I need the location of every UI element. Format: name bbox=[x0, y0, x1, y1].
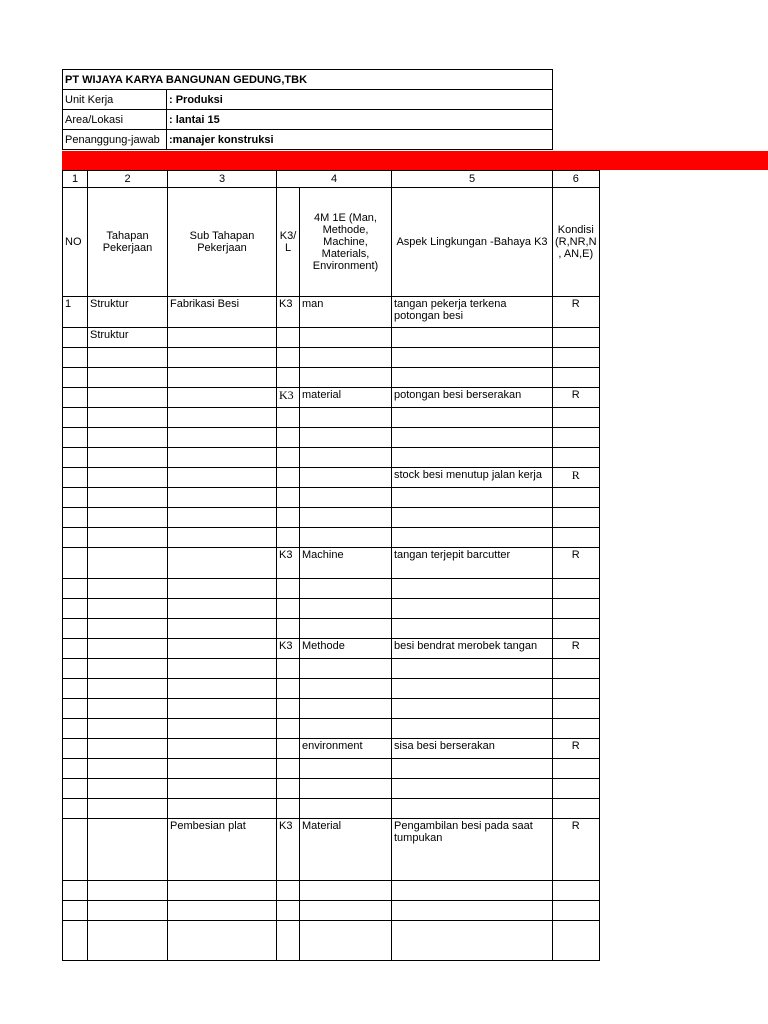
row-aspek bbox=[392, 508, 553, 528]
row-k3l bbox=[277, 599, 300, 619]
row-sub-tahapan: Pembesian plat bbox=[168, 819, 277, 881]
row-4m1e bbox=[300, 508, 392, 528]
header-k3l: K3/ L bbox=[277, 188, 300, 297]
row-aspek bbox=[392, 488, 553, 508]
table-row bbox=[63, 921, 600, 961]
row-no bbox=[63, 759, 88, 779]
row-kondisi bbox=[553, 368, 600, 388]
row-tahapan bbox=[88, 639, 168, 659]
row-kondisi bbox=[553, 428, 600, 448]
table-row bbox=[63, 488, 600, 508]
row-sub-tahapan bbox=[168, 881, 277, 901]
row-k3l bbox=[277, 779, 300, 799]
row-aspek bbox=[392, 699, 553, 719]
table-row bbox=[63, 579, 600, 599]
row-aspek bbox=[392, 779, 553, 799]
row-aspek bbox=[392, 428, 553, 448]
row-no bbox=[63, 548, 88, 579]
header-kondisi: Kondisi (R,NR,N , AN,E) bbox=[553, 188, 600, 297]
col-number: 3 bbox=[168, 171, 277, 188]
row-aspek bbox=[392, 901, 553, 921]
row-aspek bbox=[392, 799, 553, 819]
row-aspek bbox=[392, 881, 553, 901]
row-4m1e: environment bbox=[300, 739, 392, 759]
header-4m1e: 4M 1E (Man, Methode, Machine, Materials, Environment) bbox=[300, 188, 392, 297]
row-aspek bbox=[392, 448, 553, 468]
row-aspek: tangan terjepit barcutter bbox=[392, 548, 553, 579]
row-kondisi bbox=[553, 528, 600, 548]
row-no bbox=[63, 579, 88, 599]
header-tahapan: Tahapan Pekerjaan bbox=[88, 188, 168, 297]
row-tahapan bbox=[88, 368, 168, 388]
row-no bbox=[63, 619, 88, 639]
row-k3l bbox=[277, 528, 300, 548]
row-4m1e bbox=[300, 719, 392, 739]
row-4m1e bbox=[300, 901, 392, 921]
row-k3l bbox=[277, 448, 300, 468]
row-aspek bbox=[392, 921, 553, 961]
row-no bbox=[63, 328, 88, 348]
row-tahapan bbox=[88, 579, 168, 599]
row-no: 1 bbox=[63, 297, 88, 328]
row-4m1e bbox=[300, 348, 392, 368]
field-value: : lantai 15 bbox=[167, 110, 553, 130]
table-row bbox=[63, 699, 600, 719]
row-k3l bbox=[277, 799, 300, 819]
row-4m1e bbox=[300, 599, 392, 619]
company-name: PT WIJAYA KARYA BANGUNAN GEDUNG,TBK bbox=[63, 70, 553, 90]
table-row bbox=[63, 639, 600, 659]
row-tahapan bbox=[88, 428, 168, 448]
col-number: 6 bbox=[553, 171, 600, 188]
row-sub-tahapan bbox=[168, 699, 277, 719]
row-tahapan bbox=[88, 619, 168, 639]
row-no bbox=[63, 779, 88, 799]
row-kondisi bbox=[553, 408, 600, 428]
row-tahapan bbox=[88, 699, 168, 719]
row-no bbox=[63, 739, 88, 759]
table-row bbox=[63, 739, 600, 759]
row-tahapan bbox=[88, 881, 168, 901]
row-kondisi bbox=[553, 448, 600, 468]
row-k3l: K3 bbox=[277, 639, 300, 659]
field-value: :manajer konstruksi bbox=[167, 130, 553, 150]
row-no bbox=[63, 921, 88, 961]
row-4m1e bbox=[300, 779, 392, 799]
row-sub-tahapan bbox=[168, 759, 277, 779]
row-no bbox=[63, 488, 88, 508]
table-row bbox=[63, 388, 600, 408]
row-sub-tahapan bbox=[168, 388, 277, 408]
row-k3l bbox=[277, 579, 300, 599]
header-aspek: Aspek Lingkungan -Bahaya K3 bbox=[392, 188, 553, 297]
field-value: : Produksi bbox=[167, 90, 553, 110]
row-no bbox=[63, 881, 88, 901]
table-row bbox=[63, 368, 600, 388]
row-tahapan bbox=[88, 779, 168, 799]
row-no bbox=[63, 819, 88, 881]
row-tahapan bbox=[88, 719, 168, 739]
table-row bbox=[63, 659, 600, 679]
row-4m1e: Machine bbox=[300, 548, 392, 579]
column-header-row bbox=[63, 188, 600, 297]
row-no bbox=[63, 468, 88, 488]
table-row bbox=[63, 448, 600, 468]
row-kondisi bbox=[553, 679, 600, 699]
row-kondisi bbox=[553, 599, 600, 619]
row-kondisi bbox=[553, 699, 600, 719]
row-kondisi bbox=[553, 659, 600, 679]
header-no: NO bbox=[63, 188, 88, 297]
row-k3l bbox=[277, 881, 300, 901]
row-4m1e bbox=[300, 408, 392, 428]
red-banner bbox=[62, 151, 768, 170]
row-k3l: K3 bbox=[277, 297, 300, 328]
row-tahapan bbox=[88, 799, 168, 819]
row-k3l bbox=[277, 699, 300, 719]
row-aspek bbox=[392, 599, 553, 619]
row-no bbox=[63, 639, 88, 659]
row-k3l bbox=[277, 408, 300, 428]
row-no bbox=[63, 719, 88, 739]
row-no bbox=[63, 699, 88, 719]
table-row bbox=[63, 408, 600, 428]
row-kondisi bbox=[553, 619, 600, 639]
row-sub-tahapan bbox=[168, 528, 277, 548]
row-tahapan bbox=[88, 759, 168, 779]
row-sub-tahapan bbox=[168, 679, 277, 699]
row-sub-tahapan bbox=[168, 408, 277, 428]
row-aspek: Pengambilan besi pada saat tumpukan bbox=[392, 819, 553, 881]
row-sub-tahapan bbox=[168, 901, 277, 921]
row-sub-tahapan bbox=[168, 508, 277, 528]
row-no bbox=[63, 901, 88, 921]
row-aspek bbox=[392, 408, 553, 428]
row-sub-tahapan bbox=[168, 579, 277, 599]
table-row bbox=[63, 819, 600, 881]
row-tahapan bbox=[88, 528, 168, 548]
table-row bbox=[63, 508, 600, 528]
row-aspek bbox=[392, 368, 553, 388]
row-k3l: K3 bbox=[277, 548, 300, 579]
row-sub-tahapan bbox=[168, 799, 277, 819]
row-kondisi: R bbox=[553, 819, 600, 881]
row-4m1e: Material bbox=[300, 819, 392, 881]
table-row bbox=[63, 719, 600, 739]
row-4m1e bbox=[300, 368, 392, 388]
table-row bbox=[63, 881, 600, 901]
row-4m1e bbox=[300, 579, 392, 599]
row-sub-tahapan bbox=[168, 428, 277, 448]
row-tahapan bbox=[88, 599, 168, 619]
table-row bbox=[63, 468, 600, 488]
row-kondisi bbox=[553, 881, 600, 901]
table-row bbox=[63, 297, 600, 328]
row-4m1e bbox=[300, 488, 392, 508]
row-k3l bbox=[277, 901, 300, 921]
hazard-table bbox=[62, 170, 600, 961]
row-kondisi bbox=[553, 759, 600, 779]
row-sub-tahapan bbox=[168, 921, 277, 961]
row-sub-tahapan bbox=[168, 639, 277, 659]
row-k3l bbox=[277, 679, 300, 699]
row-no bbox=[63, 599, 88, 619]
row-aspek bbox=[392, 759, 553, 779]
row-k3l bbox=[277, 659, 300, 679]
row-tahapan bbox=[88, 901, 168, 921]
row-k3l bbox=[277, 619, 300, 639]
row-4m1e bbox=[300, 619, 392, 639]
row-no bbox=[63, 508, 88, 528]
row-tahapan bbox=[88, 408, 168, 428]
row-sub-tahapan bbox=[168, 619, 277, 639]
row-4m1e bbox=[300, 448, 392, 468]
row-kondisi bbox=[553, 328, 600, 348]
table-row bbox=[63, 799, 600, 819]
row-tahapan bbox=[88, 819, 168, 881]
row-tahapan bbox=[88, 548, 168, 579]
row-aspek: besi bendrat merobek tangan bbox=[392, 639, 553, 659]
row-sub-tahapan bbox=[168, 368, 277, 388]
row-4m1e bbox=[300, 881, 392, 901]
row-no bbox=[63, 428, 88, 448]
row-k3l: K3 bbox=[277, 819, 300, 881]
row-4m1e: material bbox=[300, 388, 392, 408]
table-row bbox=[63, 599, 600, 619]
table-row bbox=[63, 619, 600, 639]
table-row bbox=[63, 901, 600, 921]
row-4m1e: man bbox=[300, 297, 392, 328]
col-number: 5 bbox=[392, 171, 553, 188]
row-kondisi bbox=[553, 921, 600, 961]
row-sub-tahapan bbox=[168, 739, 277, 759]
row-aspek bbox=[392, 659, 553, 679]
row-kondisi bbox=[553, 799, 600, 819]
row-kondisi: R bbox=[553, 548, 600, 579]
row-tahapan bbox=[88, 508, 168, 528]
table-row bbox=[63, 759, 600, 779]
row-4m1e bbox=[300, 468, 392, 488]
row-4m1e bbox=[300, 528, 392, 548]
row-tahapan bbox=[88, 659, 168, 679]
row-no bbox=[63, 388, 88, 408]
row-no bbox=[63, 348, 88, 368]
row-kondisi: R bbox=[553, 468, 600, 488]
row-k3l bbox=[277, 759, 300, 779]
table-row bbox=[63, 328, 600, 348]
row-tahapan bbox=[88, 921, 168, 961]
header-row-pic bbox=[63, 130, 553, 150]
row-tahapan bbox=[88, 388, 168, 408]
row-kondisi bbox=[553, 488, 600, 508]
row-k3l bbox=[277, 468, 300, 488]
row-no bbox=[63, 368, 88, 388]
row-aspek: potongan besi berserakan bbox=[392, 388, 553, 408]
row-aspek bbox=[392, 528, 553, 548]
row-tahapan: Struktur bbox=[88, 297, 168, 328]
table-row bbox=[63, 348, 600, 368]
row-kondisi: R bbox=[553, 739, 600, 759]
table-row bbox=[63, 428, 600, 448]
row-k3l bbox=[277, 508, 300, 528]
row-aspek bbox=[392, 719, 553, 739]
row-aspek bbox=[392, 328, 553, 348]
row-4m1e bbox=[300, 799, 392, 819]
row-kondisi: R bbox=[553, 297, 600, 328]
row-k3l bbox=[277, 488, 300, 508]
row-k3l bbox=[277, 739, 300, 759]
row-no bbox=[63, 448, 88, 468]
row-k3l bbox=[277, 428, 300, 448]
row-sub-tahapan bbox=[168, 328, 277, 348]
row-tahapan bbox=[88, 448, 168, 468]
row-4m1e bbox=[300, 759, 392, 779]
row-k3l: K3 bbox=[277, 388, 300, 408]
col-number: 2 bbox=[88, 171, 168, 188]
header-table bbox=[62, 69, 553, 150]
table-row bbox=[63, 528, 600, 548]
row-4m1e bbox=[300, 921, 392, 961]
row-aspek bbox=[392, 579, 553, 599]
row-no bbox=[63, 799, 88, 819]
row-sub-tahapan: Fabrikasi Besi bbox=[168, 297, 277, 328]
row-tahapan bbox=[88, 739, 168, 759]
row-sub-tahapan bbox=[168, 548, 277, 579]
table-row bbox=[63, 779, 600, 799]
row-tahapan bbox=[88, 348, 168, 368]
row-k3l bbox=[277, 328, 300, 348]
row-kondisi: R bbox=[553, 639, 600, 659]
row-aspek bbox=[392, 679, 553, 699]
table-row bbox=[63, 679, 600, 699]
row-4m1e bbox=[300, 679, 392, 699]
row-kondisi bbox=[553, 901, 600, 921]
row-k3l bbox=[277, 368, 300, 388]
field-label: Penanggung-jawab bbox=[63, 130, 167, 150]
row-kondisi: R bbox=[553, 388, 600, 408]
row-4m1e bbox=[300, 428, 392, 448]
row-kondisi bbox=[553, 348, 600, 368]
row-aspek bbox=[392, 619, 553, 639]
row-sub-tahapan bbox=[168, 448, 277, 468]
row-sub-tahapan bbox=[168, 719, 277, 739]
row-tahapan bbox=[88, 468, 168, 488]
field-label: Unit Kerja bbox=[63, 90, 167, 110]
header-row-unit bbox=[63, 90, 553, 110]
header-row-area bbox=[63, 110, 553, 130]
row-4m1e bbox=[300, 659, 392, 679]
row-aspek bbox=[392, 348, 553, 368]
column-number-row bbox=[63, 171, 600, 188]
report-header bbox=[62, 69, 553, 150]
row-tahapan bbox=[88, 488, 168, 508]
row-no bbox=[63, 528, 88, 548]
row-sub-tahapan bbox=[168, 659, 277, 679]
row-tahapan: Struktur bbox=[88, 328, 168, 348]
row-kondisi bbox=[553, 719, 600, 739]
field-label: Area/Lokasi bbox=[63, 110, 167, 130]
table-row bbox=[63, 548, 600, 579]
row-no bbox=[63, 659, 88, 679]
row-aspek: stock besi menutup jalan kerja bbox=[392, 468, 553, 488]
row-sub-tahapan bbox=[168, 468, 277, 488]
row-kondisi bbox=[553, 779, 600, 799]
row-no bbox=[63, 679, 88, 699]
row-4m1e: Methode bbox=[300, 639, 392, 659]
col-number: 1 bbox=[63, 171, 88, 188]
header-sub-tahapan: Sub Tahapan Pekerjaan bbox=[168, 188, 277, 297]
row-kondisi bbox=[553, 508, 600, 528]
row-aspek: sisa besi berserakan bbox=[392, 739, 553, 759]
row-no bbox=[63, 408, 88, 428]
col-number: 4 bbox=[277, 171, 392, 188]
row-k3l bbox=[277, 348, 300, 368]
row-k3l bbox=[277, 921, 300, 961]
row-4m1e bbox=[300, 328, 392, 348]
row-4m1e bbox=[300, 699, 392, 719]
row-sub-tahapan bbox=[168, 348, 277, 368]
row-k3l bbox=[277, 719, 300, 739]
row-sub-tahapan bbox=[168, 779, 277, 799]
row-kondisi bbox=[553, 579, 600, 599]
row-sub-tahapan bbox=[168, 599, 277, 619]
row-tahapan bbox=[88, 679, 168, 699]
row-aspek: tangan pekerja terkena potongan besi bbox=[392, 297, 553, 328]
row-sub-tahapan bbox=[168, 488, 277, 508]
